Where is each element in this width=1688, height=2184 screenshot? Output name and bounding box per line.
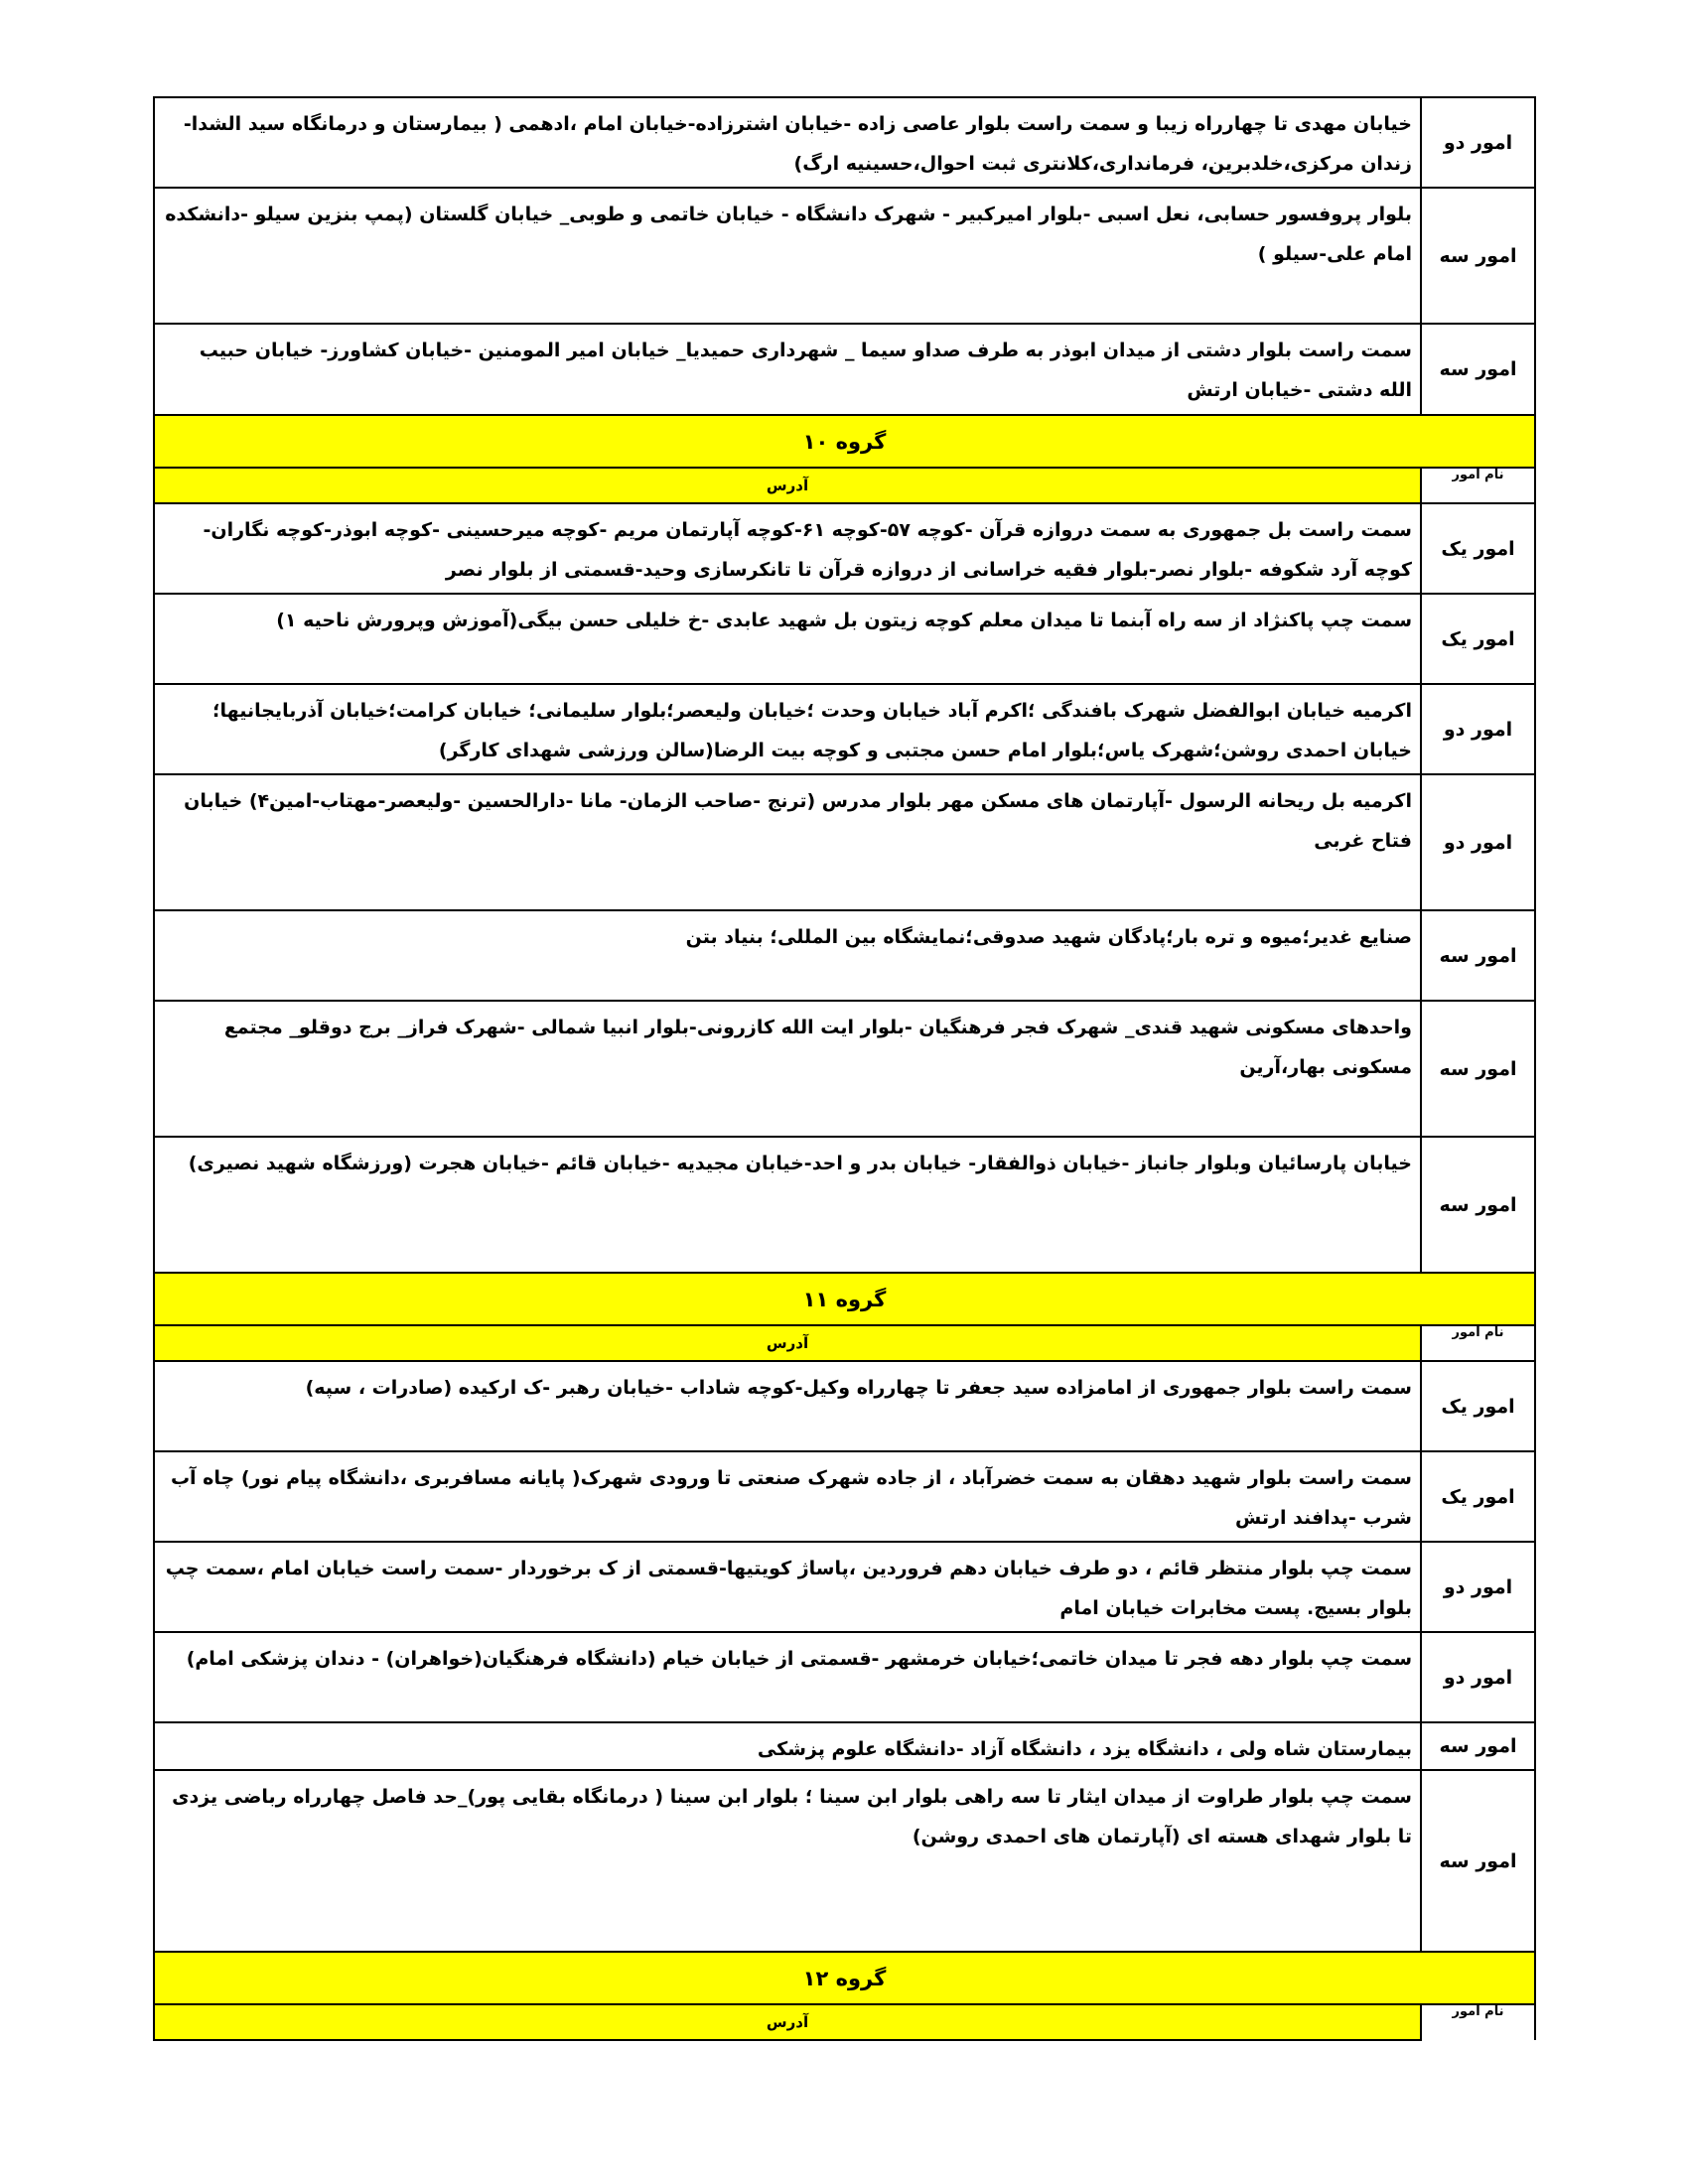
category-cell: امور یک bbox=[1421, 1361, 1535, 1451]
address-cell: سمت چپ بلوار طراوت از میدان ایثار تا سه راهی بلوار ابن سینا ؛ بلوار ابن سینا ( درمانگاه بقایی پور)_حد فاصل چهارراه رباضی یزدی تا بلوار شهدای هسته ای (آپارتمان های احمدی روشن) bbox=[154, 1770, 1421, 1952]
address-cell: سمت راست بل جمهوری به سمت دروازه قرآن -کوچه ۵۷-کوچه ۶۱-کوچه آپارتمان مریم -کوچه میرحسینی -کوچه ابوذر-کوچه نگاران- کوچه آرد شکوفه -بلوار نصر-بلوار فقیه خراسانی از دروازه قرآن تا تانکرسازی وحید-قسمتی از بلوار نصر bbox=[154, 503, 1421, 594]
category-column-header: نام امور bbox=[1421, 468, 1535, 503]
address-cell: خیابان مهدی تا چهارراه زیبا و سمت راست بلوار عاصی زاده -خیابان اشترزاده-خیابان امام ،ادهمی ( بیمارستان و درمانگاه سید الشدا- زندان مرکزی،خلدبرین، فرمانداری،کلانتری ثبت احوال،حسینیه ارگ) bbox=[154, 97, 1421, 188]
table-row bbox=[154, 910, 1535, 1001]
table-row bbox=[154, 1137, 1535, 1273]
address-cell: سمت چپ بلوار منتظر قائم ، دو طرف خیابان دهم فروردین ،پاساژ کویتیها-قسمتی از ک برخوردار -سمت راست خیابان امام ،سمت چپ بلوار بسیج. پست مخابرات خیابان امام bbox=[154, 1542, 1421, 1632]
address-cell: سمت چپ بلوار دهه فجر تا میدان خاتمی؛خیابان خرمشهر -قسمتی از خیابان خیام (دانشگاه فرهنگیان(خواهران) - دندان پزشکی امام) bbox=[154, 1632, 1421, 1722]
group-title: گروه ۱۱ bbox=[154, 1273, 1535, 1325]
column-header-row bbox=[154, 1325, 1535, 1361]
column-header-row bbox=[154, 2004, 1535, 2040]
category-cell: امور دو bbox=[1421, 1542, 1535, 1632]
category-cell: امور یک bbox=[1421, 1451, 1535, 1542]
category-cell: امور سه bbox=[1421, 324, 1535, 415]
column-header-row bbox=[154, 468, 1535, 503]
group-title: گروه ۱۰ bbox=[154, 415, 1535, 468]
category-cell: امور سه bbox=[1421, 910, 1535, 1001]
table-row bbox=[154, 594, 1535, 684]
address-cell: سمت راست بلوار جمهوری از امامزاده سید جعفر تا چهارراه وکیل-کوچه شاداب -خیابان رهبر -ک ارکیده (صادرات ، سپه) bbox=[154, 1361, 1421, 1451]
address-cell: اکرمیه بل ریحانه الرسول -آپارتمان های مسکن مهر بلوار مدرس (ترنج -صاحب الزمان- مانا -دارالحسین -ولیعصر-مهتاب-امین۴) خیابان فتاح غربی bbox=[154, 774, 1421, 910]
category-cell: امور دو bbox=[1421, 684, 1535, 774]
category-cell: امور سه bbox=[1421, 1722, 1535, 1770]
address-cell: صنایع غدیر؛میوه و تره بار؛پادگان شهید صدوقی؛نمایشگاه بین المللی؛ بنیاد بتن bbox=[154, 910, 1421, 1001]
category-cell: امور سه bbox=[1421, 1770, 1535, 1952]
table-row bbox=[154, 1001, 1535, 1137]
table-row bbox=[154, 774, 1535, 910]
table-row bbox=[154, 97, 1535, 188]
address-column-header: آدرس bbox=[154, 1325, 1421, 1361]
group-header-row bbox=[154, 1952, 1535, 2004]
table-row bbox=[154, 188, 1535, 324]
table-row bbox=[154, 1542, 1535, 1632]
group-header-row bbox=[154, 1273, 1535, 1325]
category-column-header: نام امور bbox=[1421, 1325, 1535, 1361]
address-cell: بیمارستان شاه ولی ، دانشگاه یزد ، دانشگاه آزاد -دانشگاه علوم پزشکی bbox=[154, 1722, 1421, 1770]
table-row bbox=[154, 324, 1535, 415]
table-row bbox=[154, 503, 1535, 594]
address-column-header: آدرس bbox=[154, 468, 1421, 503]
table-row bbox=[154, 1770, 1535, 1952]
address-column-header: آدرس bbox=[154, 2004, 1421, 2040]
category-cell: امور یک bbox=[1421, 503, 1535, 594]
category-cell: امور سه bbox=[1421, 1001, 1535, 1137]
table-row bbox=[154, 1451, 1535, 1542]
category-cell: امور دو bbox=[1421, 774, 1535, 910]
table-row bbox=[154, 1722, 1535, 1770]
table-row bbox=[154, 1632, 1535, 1722]
address-cell: بلوار پروفسور حسابی، نعل اسبی -بلوار امیرکبیر - شهرک دانشگاه - خیابان خاتمی و طوبی_ خیابان گلستان (پمپ بنزین سیلو -دانشکده امام علی-سیلو ) bbox=[154, 188, 1421, 324]
table-row bbox=[154, 684, 1535, 774]
address-cell: اکرمیه خیابان ابوالفضل شهرک بافندگی ؛اکرم آباد خیابان وحدت ؛خیابان ولیعصر؛بلوار سلیمانی؛ خیابان کرامت؛خیابان آذربایجانیها؛خیابان احمدی روشن؛شهرک یاس؛بلوار امام حسن مجتبی و کوچه بیت الرضا(سالن ورزشی شهدای کارگر) bbox=[154, 684, 1421, 774]
group-title: گروه ۱۲ bbox=[154, 1952, 1535, 2004]
address-cell: خیابان پارسائیان وبلوار جانباز -خیابان ذوالفقار- خیابان بدر و احد-خیابان مجیدیه -خیابان قائم -خیابان هجرت (ورزشگاه شهید نصیری) bbox=[154, 1137, 1421, 1273]
group-header-row bbox=[154, 415, 1535, 468]
address-cell: واحدهای مسکونی شهید قندی_ شهرک فجر فرهنگیان -بلوار ایت الله کازرونی-بلوار انبیا شمالی -شهرک فراز_ برج دوقلو_ مجتمع مسکونی بهار،آرین bbox=[154, 1001, 1421, 1137]
address-cell: سمت چپ پاکنژاد از سه راه آبنما تا میدان معلم کوچه زیتون بل شهید عابدی -خ خلیلی حسن بیگی(آموزش وپرورش ناحیه ۱) bbox=[154, 594, 1421, 684]
address-table bbox=[153, 96, 1536, 2041]
table-row bbox=[154, 1361, 1535, 1451]
category-cell: امور دو bbox=[1421, 97, 1535, 188]
address-cell: سمت راست بلوار دشتی از میدان ابوذر به طرف صداو سیما _ شهرداری حمیدیا_ خیابان امیر المومنین -خیابان کشاورز- خیابان حبیب الله دشتی -خیابان ارتش bbox=[154, 324, 1421, 415]
category-column-header: نام امور bbox=[1421, 2004, 1535, 2040]
category-cell: امور سه bbox=[1421, 1137, 1535, 1273]
category-cell: امور یک bbox=[1421, 594, 1535, 684]
address-cell: سمت راست بلوار شهید دهقان به سمت خضرآباد ، از جاده شهرک صنعتی تا ورودی شهرک( پایانه مسافربری ،دانشگاه پیام نور) چاه آب شرب -پدافند ارتش bbox=[154, 1451, 1421, 1542]
category-cell: امور دو bbox=[1421, 1632, 1535, 1722]
category-cell: امور سه bbox=[1421, 188, 1535, 324]
